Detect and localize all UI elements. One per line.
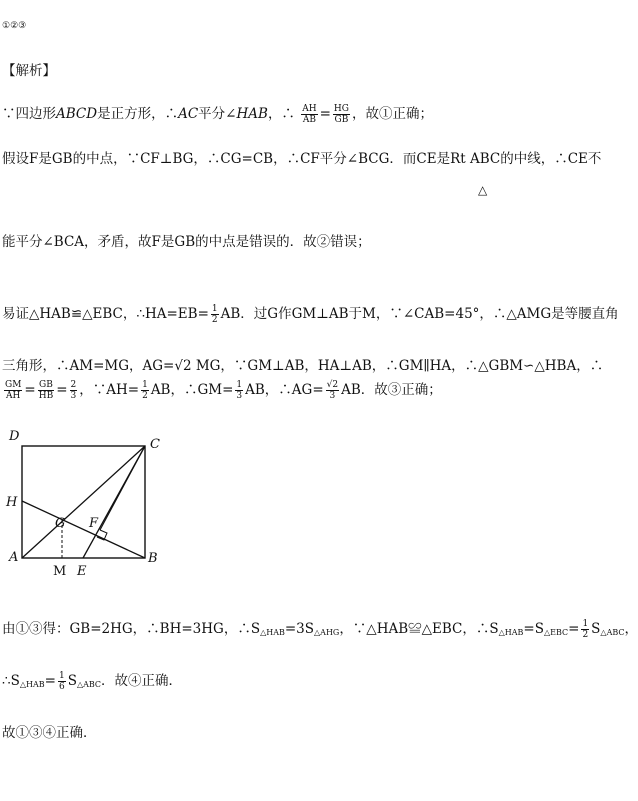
header-circles: ①②③	[2, 21, 27, 31]
frac-num: GM	[5, 380, 22, 390]
paragraph-5: 三角形，∴AM=MG，AG=√2 MG，∵GM⊥AB，HA⊥AB，∴GM∥HA，∴△GBM∽△HBA，∴	[2, 358, 604, 374]
frac-den: 2	[142, 391, 148, 401]
p8-text-d: ．故④正确．	[101, 673, 183, 689]
paragraph-3: 能平分∠BCA，矛盾，故F是GB的中点是错误的．故②错误；	[2, 234, 371, 250]
p1-text-g: ，∴	[267, 106, 295, 122]
label-g: G	[55, 516, 66, 531]
fraction-hg-gb	[333, 104, 350, 125]
p7-text-a: 由①③得：GB=2HG，∴BH=3HG，∴S	[2, 621, 261, 637]
fraction-1-2	[211, 304, 219, 325]
frac-num: 1	[211, 304, 218, 314]
p2-text: 假设F是GB的中点，∵CF⊥BG，∴CG=CB，∴CF平分∠BCG．而CE是Rt	[2, 151, 466, 167]
frac-num: AH	[302, 104, 317, 114]
frac-den: 2	[211, 315, 218, 325]
p4-text-b: AB．过G作GM⊥AB于M，∵∠CAB=45°，∴△AMG是等腰直角	[220, 306, 619, 322]
segment-ac	[22, 446, 145, 558]
p1-text-c: 是正方形，∴	[97, 106, 179, 122]
frac-num: √2	[326, 380, 339, 390]
p7-sub-4: △EBC	[543, 628, 569, 637]
p8-sub-2: △ABC	[76, 680, 102, 689]
frac-den: 3	[329, 391, 336, 401]
p1-text-a: ∵四边形	[2, 106, 56, 122]
frac-den: GB	[334, 115, 349, 125]
label-b: B	[148, 551, 158, 566]
segment-hb	[22, 501, 145, 558]
frac-num: 1	[58, 671, 65, 681]
p8-sub-1: △HAB	[19, 680, 45, 689]
equals: =	[24, 382, 36, 398]
frac-num: 1	[236, 380, 243, 390]
paragraph-2	[2, 150, 601, 168]
frac-num: 1	[582, 619, 589, 629]
p7-text-g: S	[591, 621, 601, 637]
p6-text-a: ，∵AH=	[79, 382, 140, 398]
p6-text-d: AB．故③正确；	[341, 382, 442, 398]
equals: =	[56, 382, 68, 398]
p8-text-a: ∴S	[2, 673, 20, 689]
frac-den: 3	[70, 391, 77, 401]
fraction-1-3	[235, 380, 243, 401]
fraction-root2-3	[326, 380, 339, 401]
triangle-symbol: △	[478, 183, 488, 197]
segment-cf	[100, 446, 145, 530]
p6-text-b: AB，∴GM=	[150, 382, 234, 398]
p7-text-b: =3S	[284, 621, 315, 637]
equals: =	[319, 106, 331, 122]
frac-num: GB	[39, 380, 53, 390]
fraction-1-6	[58, 671, 66, 692]
geometry-figure	[0, 424, 180, 584]
p7-text-c: ，∵△HAB≌△EBC，∴S	[339, 621, 499, 637]
fraction-2-3	[70, 380, 78, 401]
frac-den: AH	[6, 391, 21, 401]
p7-text-d: =S	[523, 621, 544, 637]
paragraph-8	[2, 671, 182, 694]
frac-num: 2	[70, 380, 77, 390]
p7-sub-1: △HAB	[260, 628, 285, 637]
label-d: D	[9, 429, 20, 444]
p7-sub-2: △AHG	[314, 628, 340, 637]
frac-num: 1	[142, 380, 148, 390]
p6-text-c: AB，∴AG=	[245, 382, 324, 398]
fraction-gb-hb	[38, 380, 54, 401]
p8-text-c: S	[67, 673, 77, 689]
fraction-1-2	[581, 619, 589, 640]
p8-text-b: =	[44, 673, 56, 689]
label-f: F	[89, 516, 99, 531]
p7-text-e: =	[568, 621, 580, 637]
p4-text-a: 易证△HAB≌△EBC，∴HA=EB=	[2, 306, 209, 322]
analysis-heading: 【解析】	[2, 63, 56, 79]
p1-text-d: AC	[178, 106, 199, 122]
paragraph-6	[2, 380, 442, 401]
frac-den: AB	[302, 115, 316, 125]
p1-text-f: HAB	[236, 106, 268, 122]
paragraph-7	[2, 619, 638, 642]
p7-sub-5: △ABC	[600, 628, 625, 637]
conclusion: 故①③④正确．	[2, 725, 97, 741]
paragraph-4	[2, 304, 619, 325]
p1-text-e: 平分∠	[198, 106, 237, 122]
paragraph-1	[2, 104, 433, 125]
label-h: H	[6, 495, 18, 510]
p7-text-h: ，	[624, 621, 638, 637]
p1-text-h: ，故①正确；	[351, 106, 433, 122]
fraction-1-2	[141, 380, 149, 401]
frac-den: 6	[58, 682, 65, 692]
p2-text2: ABC的中线，∴CE不	[469, 151, 602, 167]
fraction-ah-ab	[301, 104, 317, 125]
p7-sub-3: △HAB	[498, 628, 524, 637]
frac-num: HG	[333, 104, 349, 114]
frac-den: 3	[236, 391, 243, 401]
frac-den: 2	[582, 630, 589, 640]
label-c: C	[150, 437, 160, 452]
label-e: E	[77, 564, 87, 579]
fraction-gm-ah	[4, 380, 22, 401]
label-a: A	[9, 550, 19, 565]
label-m: M	[53, 564, 67, 579]
frac-den: HB	[38, 391, 54, 401]
p1-text-b: ABCD	[56, 106, 98, 122]
